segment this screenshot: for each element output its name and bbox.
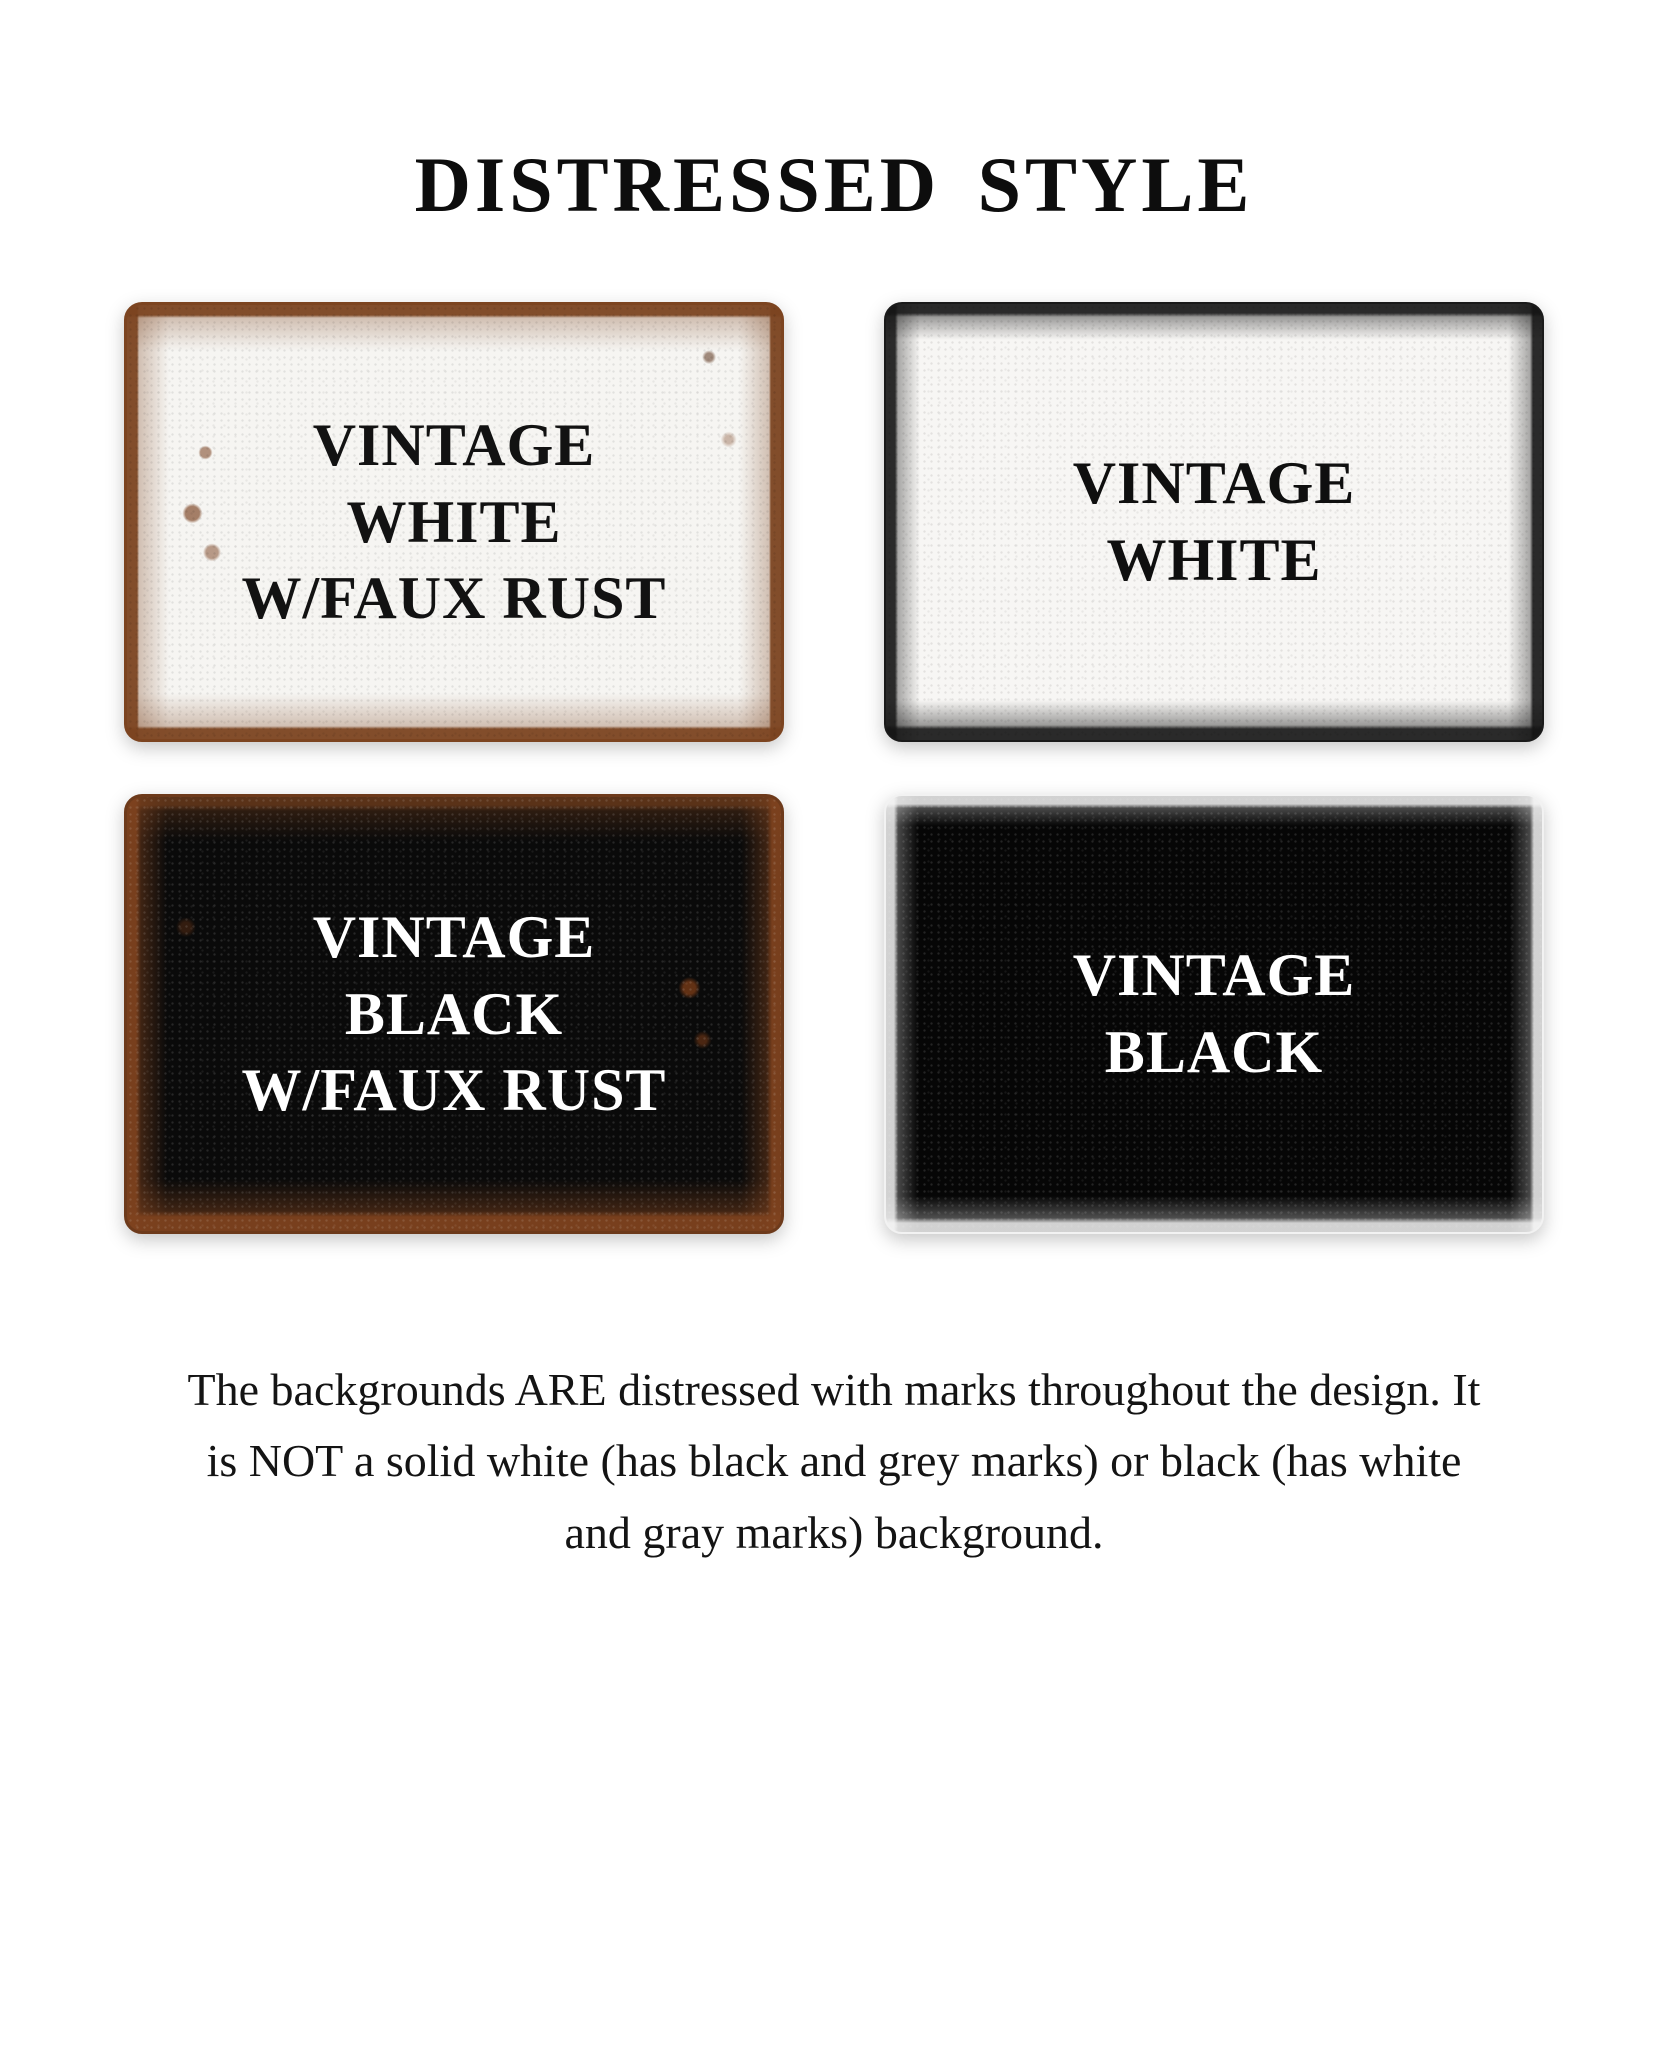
sign-vintage-black [884,794,1544,1234]
sign-label-line-1: VINTAGE [1072,942,1356,1009]
sign-label-line-2: BLACK [1104,1019,1324,1085]
sign-vintage-white-faux-rust [124,302,784,742]
sign-label-line-1: VINTAGE [312,903,596,970]
distressed-style-page [0,140,1668,2072]
sign-label [224,899,685,1129]
sign-label-line-2: WHITE [346,488,562,555]
sign-label-line-3: W/FAUX RUST [241,1057,667,1124]
page-title: DISTRESSED STYLE [414,141,1254,228]
sign-sample-grid [124,302,1544,1234]
sign-vintage-black-faux-rust [124,794,784,1234]
sign-label-line-1: VINTAGE [1072,450,1356,517]
sign-label [1055,937,1374,1091]
disclaimer-note: The backgrounds ARE distressed with marks throughout the design. It is NOT a solid white (has black and grey marks) or black (has white and gray marks) background. [187,1364,1481,1558]
sign-label-line-3: W/FAUX RUST [241,565,667,632]
sign-label-line-2: BLACK [344,980,564,1047]
sign-label-line-2: WHITE [1106,527,1322,593]
sign-vintage-white [884,302,1544,742]
sign-label [1055,445,1374,599]
sign-label [224,407,685,637]
sign-label-line-1: VINTAGE [312,411,596,478]
